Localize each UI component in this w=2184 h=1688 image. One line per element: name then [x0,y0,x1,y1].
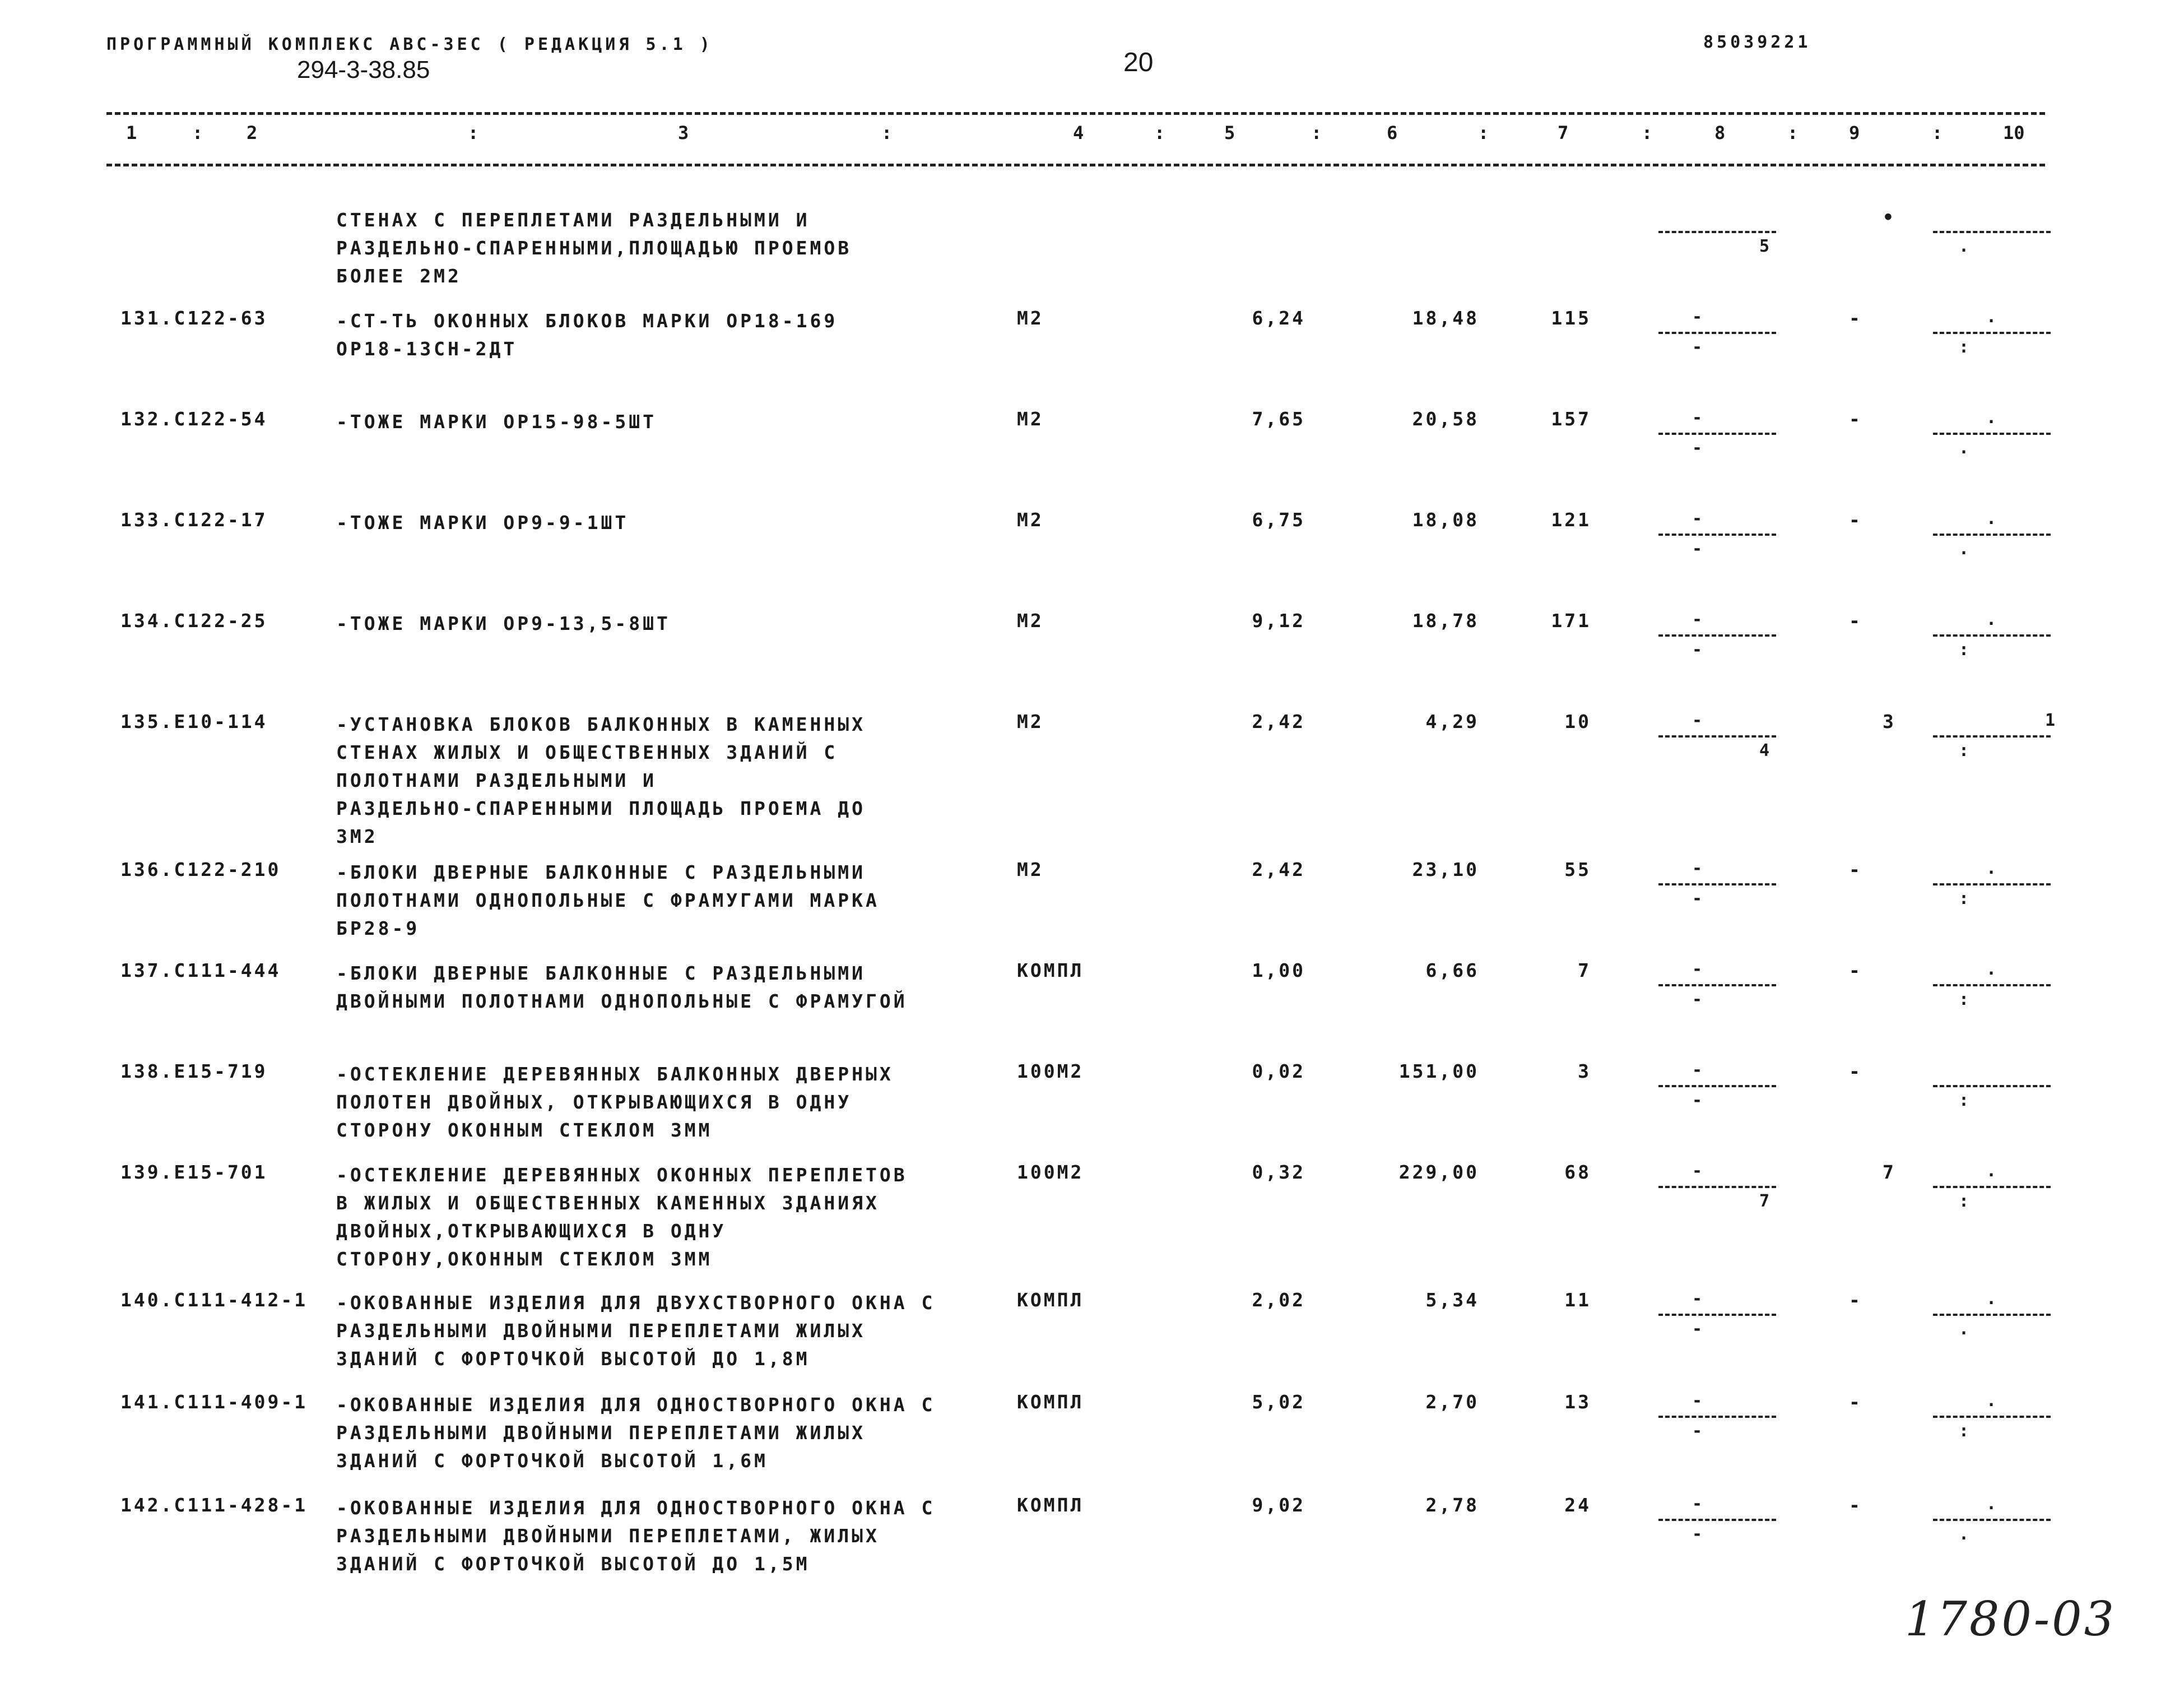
col10-bottom: . [1958,539,1969,559]
row-value-col6: 18,78 [1412,610,1479,632]
col10-divider [1933,1519,2051,1521]
col10-divider [1933,534,2051,536]
row-code: 136.С122-210 [120,859,281,880]
row-col8-fraction [1658,1391,1782,1441]
col8-top: - [1692,307,1703,327]
row-unit: 100М2 [1017,1060,1084,1082]
row-value-col7: 55 [1564,859,1591,880]
col10-top: . [1986,959,1997,979]
col10-bottom: : [1958,741,1969,760]
col10-bottom: . [1958,1524,1969,1544]
row-col8-fraction [1658,859,1782,908]
col8-bottom: - [1692,640,1703,660]
col10-divider [1933,1085,2051,1087]
row-code: 141.С111-409-1 [120,1391,308,1413]
row-value-col7: 157 [1551,408,1591,430]
col10-bottom: . [1958,1319,1969,1339]
row-col8-fraction [1658,711,1782,760]
row-value-col6: 23,10 [1412,859,1479,880]
row-col10-fraction [1933,711,2056,760]
col8-bottom: - [1692,438,1703,458]
row-value-col6: 6,66 [1425,959,1479,981]
col8-bottom: 7 [1759,1191,1770,1211]
col10-top: 1 [2045,711,2056,730]
row-description: -ОКОВАННЫЕ ИЗДЕЛИЯ ДЛЯ ДВУХСТВОРНОГО ОКНА С РАЗДЕЛЬНЫМИ ДВОЙНЫМИ ПЕРЕПЛЕТАМИ ЖИЛЫХ ЗДАНИЙ С ФОРТОЧКОЙ ВЫСОТОЙ ДО 1,8М [336,1292,936,1370]
col8-top: - [1692,1161,1703,1181]
col10-top: . [1986,509,1997,528]
row-value-col7: 13 [1564,1391,1591,1413]
col8-divider [1658,1519,1776,1521]
row-code: 137.С111-444 [120,959,281,981]
row-col10-fraction [1933,1161,2056,1211]
row-code: 134.С122-25 [120,610,268,632]
row-col10-fraction [1933,307,2056,357]
row-col9: - [1849,1060,1862,1082]
row-unit: КОМПЛ [1017,959,1084,981]
row-value-col5: 6,75 [1252,509,1305,531]
column-header-9: 9 [1849,122,1860,143]
col10-divider [1933,231,2051,233]
col8-divider [1658,332,1776,334]
handwritten-inventory-number: 1780-03 [1905,1592,2117,1647]
col10-bottom: : [1958,640,1969,660]
row-description: -ОСТЕКЛЕНИЕ ДЕРЕВЯННЫХ БАЛКОННЫХ ДВЕРНЫХ ПОЛОТЕН ДВОЙНЫХ, ОТКРЫВАЮЩИХСЯ В ОДНУ СТОРОНУ ОКОННЫМ СТЕКЛОМ 3ММ [336,1063,894,1141]
row-code: 140.С111-412-1 [120,1289,308,1311]
row-code: 139.Е15-701 [120,1161,268,1183]
row-description: -ТОЖЕ МАРКИ ОР9-13,5-8ШТ [336,613,671,634]
col10-top: . [1986,1289,1997,1309]
row-col8-fraction [1658,408,1782,458]
col8-bottom: 5 [1759,236,1770,256]
col10-divider [1933,883,2051,885]
row-unit: 100М2 [1017,1161,1084,1183]
row-col8-fraction [1658,959,1782,1009]
column-header-4: 4 [1073,122,1084,143]
row-code: 133.С122-17 [120,509,268,531]
col10-top: . [1986,859,1997,878]
col10-divider [1933,634,2051,637]
col10-divider [1933,332,2051,334]
row-code: 131.С122-63 [120,307,268,329]
col10-divider [1933,1186,2051,1188]
column-separator: : [1787,122,1799,143]
column-separator: : [881,122,893,143]
column-separator: : [1478,122,1489,143]
col10-divider [1933,735,2051,738]
col10-divider [1933,433,2051,435]
row-value-col6: 151,00 [1398,1060,1479,1082]
row-col8-fraction [1658,509,1782,559]
column-header-2: 2 [247,122,258,143]
row-value-col6: 20,58 [1412,408,1479,430]
row-code: 138.Е15-719 [120,1060,268,1082]
row-unit: М2 [1017,307,1044,329]
col8-top: - [1692,509,1703,528]
row-value-col6: 2,70 [1425,1391,1479,1413]
row-description: -БЛОКИ ДВЕРНЫЕ БАЛКОННЫЕ С РАЗДЕЛЬНЫМИ ПОЛОТНАМИ ОДНОПОЛЬНЫЕ С ФРАМУГАМИ МАРКА БР28-9 [336,861,880,939]
document-number: 85039221 [1703,33,1811,52]
row-col8-fraction [1658,610,1782,660]
col8-bottom: - [1692,337,1703,357]
col8-top: - [1692,1289,1703,1309]
col8-bottom: - [1692,539,1703,559]
col8-top: - [1692,408,1703,428]
row-col10-fraction [1933,206,2056,256]
col8-top: - [1692,610,1703,629]
column-separator: : [468,122,479,143]
row-description: -УСТАНОВКА БЛОКОВ БАЛКОННЫХ В КАМЕННЫХ СТЕНАХ ЖИЛЫХ И ОБЩЕСТВЕННЫХ ЗДАНИЙ С ПОЛОТНАМИ РАЗДЕЛЬНЫМИ И РАЗДЕЛЬНО-СПАРЕННЫМИ ПЛОЩАДЬ ПРОЕМА ДО 3М2 [336,713,866,847]
row-col8-fraction [1658,307,1782,357]
row-unit: М2 [1017,509,1044,531]
col8-bottom: - [1692,1421,1703,1441]
row-col9: - [1849,610,1862,632]
row-col10-fraction [1933,1494,2056,1544]
row-description: -СТ-ТЬ ОКОННЫХ БЛОКОВ МАРКИ ОР18-169 ОР18-13СН-2ДТ [336,310,838,360]
column-separator: : [1154,122,1165,143]
row-description: -ТОЖЕ МАРКИ ОР9-9-1ШТ [336,512,629,534]
col8-divider [1658,534,1776,536]
col10-top: . [1986,610,1997,629]
row-description: -ОКОВАННЫЕ ИЗДЕЛИЯ ДЛЯ ОДНОСТВОРНОГО ОКНА С РАЗДЕЛЬНЫМИ ДВОЙНЫМИ ПЕРЕПЛЕТАМИ, ЖИЛЫХ ЗДАНИЙ С ФОРТОЧКОЙ ВЫСОТОЙ ДО 1,5М [336,1497,936,1575]
col8-bottom: - [1692,1524,1703,1544]
col8-top: - [1692,1060,1703,1080]
header-top-rule [106,112,2045,115]
row-value-col7: 115 [1551,307,1591,329]
row-value-col5: 2,42 [1252,859,1305,880]
row-code: 135.Е10-114 [120,711,268,732]
row-value-col5: 0,32 [1252,1161,1305,1183]
row-description: СТЕНАХ С ПЕРЕПЛЕТАМИ РАЗДЕЛЬНЫМИ И РАЗДЕЛЬНО-СПАРЕННЫМИ,ПЛОЩАДЬЮ ПРОЕМОВ БОЛЕЕ 2М2 [336,209,852,287]
row-col10-fraction [1933,959,2056,1009]
row-col10-fraction [1933,509,2056,559]
row-col8-fraction [1658,1161,1782,1211]
row-col8-fraction [1658,1289,1782,1339]
row-value-col7: 68 [1564,1161,1591,1183]
col10-bottom: : [1958,990,1969,1009]
row-unit: М2 [1017,408,1044,430]
col8-divider [1658,883,1776,885]
row-col10-fraction [1933,1391,2056,1441]
row-value-col6: 18,08 [1412,509,1479,531]
col8-top: - [1692,859,1703,878]
column-header-3: 3 [678,122,689,143]
col8-bottom: - [1692,1091,1703,1110]
row-description: -ОСТЕКЛЕНИЕ ДЕРЕВЯННЫХ ОКОННЫХ ПЕРЕПЛЕТОВ В ЖИЛЫХ И ОБЩЕСТВЕННЫХ КАМЕННЫХ ЗДАНИЯХ ДВОЙНЫХ,ОТКРЫВАЮЩИХСЯ В ОДНУ СТОРОНУ,ОКОННЫМ СТЕКЛОМ 3ММ [336,1164,908,1270]
col10-divider [1933,1416,2051,1418]
column-header-7: 7 [1558,122,1569,143]
row-unit: М2 [1017,859,1044,880]
col10-top: . [1986,1161,1997,1181]
column-separator: : [1642,122,1653,143]
row-value-col7: 11 [1564,1289,1591,1311]
col8-divider [1658,1186,1776,1188]
row-value-col5: 9,12 [1252,610,1305,632]
header-bottom-rule [106,164,2045,166]
column-header-1: 1 [126,122,137,143]
row-col9: • [1883,206,1896,228]
col8-divider [1658,433,1776,435]
row-col9: - [1849,959,1862,981]
col8-top: - [1692,1391,1703,1411]
column-separator: : [1311,122,1322,143]
row-col10-fraction [1933,408,2056,458]
row-description: -ОКОВАННЫЕ ИЗДЕЛИЯ ДЛЯ ОДНОСТВОРНОГО ОКНА С РАЗДЕЛЬНЫМИ ДВОЙНЫМИ ПЕРЕПЛЕТАМИ ЖИЛЫХ ЗДАНИЙ С ФОРТОЧКОЙ ВЫСОТОЙ 1,6М [336,1394,936,1472]
col10-bottom: : [1958,1421,1969,1441]
row-value-col7: 10 [1564,711,1591,732]
row-col9: - [1849,1289,1862,1311]
col8-bottom: - [1692,990,1703,1009]
col8-top: - [1692,711,1703,730]
col10-top: . [1986,1391,1997,1411]
column-header-8: 8 [1714,122,1726,143]
row-col10-fraction [1933,610,2056,660]
row-value-col6: 5,34 [1425,1289,1479,1311]
row-value-col5: 9,02 [1252,1494,1305,1516]
row-code: 132.С122-54 [120,408,268,430]
row-col9: - [1849,1391,1862,1413]
row-col9: - [1849,408,1862,430]
row-value-col5: 5,02 [1252,1391,1305,1413]
row-value-col6: 4,29 [1425,711,1479,732]
row-description: -БЛОКИ ДВЕРНЫЕ БАЛКОННЫЕ С РАЗДЕЛЬНЫМИ ДВОЙНЫМИ ПОЛОТНАМИ ОДНОПОЛЬНЫЕ С ФРАМУГОЙ [336,962,908,1012]
row-value-col5: 1,00 [1252,959,1305,981]
col8-divider [1658,984,1776,986]
col10-bottom: . [1958,438,1969,458]
col8-top: - [1692,1494,1703,1514]
row-value-col5: 2,42 [1252,711,1305,732]
row-unit: КОМПЛ [1017,1494,1084,1516]
col8-top: - [1692,959,1703,979]
program-title: ПРОГРАММНЫЙ КОМПЛЕКС АВС-ЗЕС ( РЕДАКЦИЯ 5.1 ) [106,35,713,54]
col10-bottom: : [1958,337,1969,357]
row-unit: КОМПЛ [1017,1289,1084,1311]
page-number: 20 [1123,48,1154,77]
col8-divider [1658,735,1776,738]
col8-divider [1658,231,1776,233]
col10-bottom: . [1958,236,1969,256]
column-header-10: 10 [2003,122,2025,143]
row-col9: - [1849,1494,1862,1516]
col8-top [1658,206,1782,223]
sheet-code: 294-3-38.85 [297,56,430,84]
col10-divider [1933,1314,2051,1316]
column-separator: : [192,122,203,143]
col10-bottom: : [1958,1191,1969,1211]
col8-bottom: 4 [1759,741,1770,760]
row-value-col5: 2,02 [1252,1289,1305,1311]
row-col10-fraction [1933,1289,2056,1339]
col8-divider [1658,1314,1776,1316]
col10-divider [1933,984,2051,986]
row-col9: - [1849,859,1862,880]
row-col9: - [1849,509,1862,531]
col8-bottom: - [1692,889,1703,908]
row-value-col6: 229,00 [1398,1161,1479,1183]
row-value-col5: 6,24 [1252,307,1305,329]
row-unit: М2 [1017,711,1044,732]
col10-top: . [1986,1494,1997,1514]
col10-bottom: : [1958,1091,1969,1110]
row-col9: 3 [1883,711,1896,732]
row-value-col6: 2,78 [1425,1494,1479,1516]
row-code: 142.С111-428-1 [120,1494,308,1516]
row-value-col7: 7 [1578,959,1591,981]
row-value-col7: 171 [1551,610,1591,632]
col8-divider [1658,634,1776,637]
row-col8-fraction [1658,1494,1782,1544]
row-unit: КОМПЛ [1017,1391,1084,1413]
col10-top: . [1986,408,1997,428]
col8-bottom: - [1692,1319,1703,1339]
row-value-col5: 0,02 [1252,1060,1305,1082]
column-separator: : [1932,122,1943,143]
row-value-col7: 3 [1578,1060,1591,1082]
row-value-col6: 18,48 [1412,307,1479,329]
row-value-col7: 24 [1564,1494,1591,1516]
row-col9: - [1849,307,1862,329]
row-col9: 7 [1883,1161,1896,1183]
row-value-col5: 7,65 [1252,408,1305,430]
row-col10-fraction [1933,859,2056,908]
row-col10-fraction [1933,1060,2056,1110]
row-col8-fraction [1658,206,1782,256]
col10-top: . [1986,307,1997,327]
row-value-col7: 121 [1551,509,1591,531]
column-header-6: 6 [1387,122,1398,143]
col8-divider [1658,1416,1776,1418]
col10-bottom: : [1958,889,1969,908]
col8-divider [1658,1085,1776,1087]
column-header-5: 5 [1224,122,1235,143]
row-col8-fraction [1658,1060,1782,1110]
row-description: -ТОЖЕ МАРКИ ОР15-98-5ШТ [336,411,657,433]
row-unit: М2 [1017,610,1044,632]
